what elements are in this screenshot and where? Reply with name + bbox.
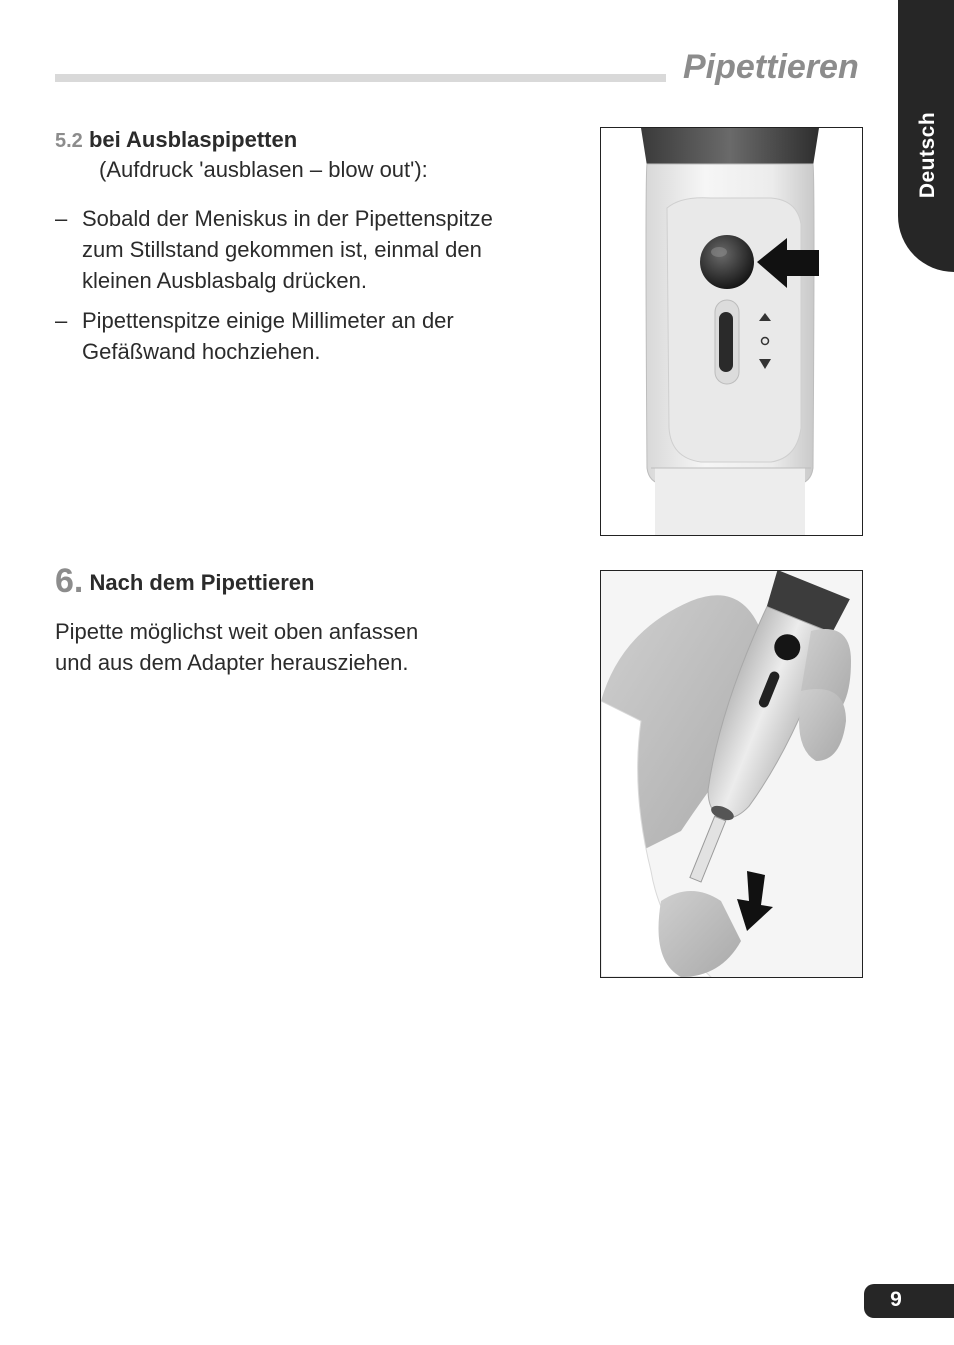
body-line: Pipette möglichst weit oben anfassen: [55, 619, 419, 644]
instruction-list: [55, 203, 555, 376]
list-item-line: Sobald der Meniskus in der Pipettenspitze: [82, 206, 493, 231]
switch-slider: [719, 312, 733, 372]
pipette-grip-cap: [641, 128, 819, 166]
section-6-body: [55, 616, 525, 678]
remove-pipette-figure: [600, 570, 863, 978]
section-number: 5.2: [55, 130, 83, 152]
pipette-blow-out-button-illustration: [601, 128, 862, 535]
language-tab-label: Deutsch: [916, 111, 939, 199]
page-number-badge: [864, 1284, 954, 1318]
list-dash: –: [55, 308, 68, 333]
list-item-line: Pipettenspitze einige Millimeter an der: [82, 308, 454, 333]
section-5-2-subtitle: (Aufdruck 'ausblasen – blow out'):: [99, 157, 428, 182]
list-item-line: Gefäßwand hochziehen.: [82, 339, 321, 364]
list-item-line: kleinen Ausblasbalg drücken.: [82, 268, 367, 293]
blow-out-figure: [600, 127, 863, 536]
header-rule: [55, 74, 666, 82]
language-tab: [898, 0, 954, 272]
page-number: 9: [890, 1288, 902, 1311]
section-title: Nach dem Pipettieren: [89, 570, 315, 595]
list-dash: –: [55, 206, 68, 231]
page-title: Pipettieren: [683, 48, 859, 86]
section-title: bei Ausblaspipetten: [88, 127, 298, 152]
blow-out-button: [700, 235, 754, 289]
body-line: und aus dem Adapter herausziehen.: [55, 650, 409, 675]
list-item: [55, 203, 555, 296]
hand-removing-pipette-illustration: [601, 571, 862, 977]
list-item: [55, 305, 555, 367]
section-number: 6.: [55, 562, 84, 600]
list-item-line: zum Stillstand gekommen ist, einmal den: [82, 237, 482, 262]
section-5-2-heading: [55, 124, 297, 157]
section-6-heading: [55, 562, 315, 600]
